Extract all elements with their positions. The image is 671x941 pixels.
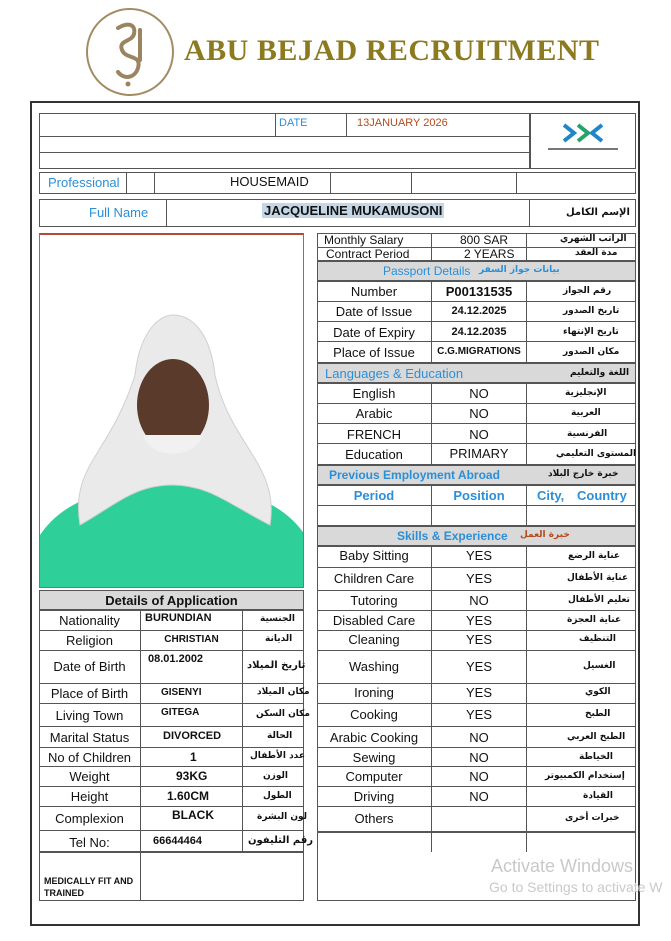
education-label: Education bbox=[345, 447, 403, 462]
medical-status: MEDICALLY FIT AND TRAINED bbox=[44, 876, 134, 898]
application-label: Place of Birth bbox=[50, 686, 129, 701]
employment-col-position: Position bbox=[453, 488, 505, 503]
passport-section-header bbox=[317, 261, 636, 281]
skill-label: Cleaning bbox=[348, 632, 400, 647]
passport-expiry-date: 24.12.2035 bbox=[451, 326, 507, 338]
passport-issue-date: 24.12.2025 bbox=[451, 305, 507, 317]
education-value: PRIMARY bbox=[449, 446, 509, 461]
passport-place: C.G.MIGRATIONS bbox=[437, 346, 521, 357]
company-name: ABU BEJAD RECRUITMENT bbox=[184, 34, 600, 67]
skill-value: NO bbox=[469, 789, 489, 804]
skill-value: NO bbox=[469, 769, 489, 784]
application-value: 93KG bbox=[176, 769, 208, 783]
application-label: Date of Birth bbox=[53, 659, 126, 674]
language-value: NO bbox=[469, 427, 489, 442]
skill-label: Tutoring bbox=[350, 593, 398, 608]
skill-value: YES bbox=[465, 685, 492, 700]
skill-label: Sewing bbox=[352, 750, 396, 765]
skills-title: Skills & Experience bbox=[397, 529, 508, 543]
skill-value: YES bbox=[465, 548, 492, 563]
application-value: GITEGA bbox=[161, 707, 200, 718]
employment-col-city: City, bbox=[537, 488, 565, 503]
period-label: Contract Period bbox=[326, 247, 410, 261]
company-logo bbox=[86, 8, 174, 96]
passport-title: Passport Details bbox=[383, 264, 471, 278]
date-label: DATE bbox=[279, 117, 308, 129]
activate-windows-watermark: Activate Windows bbox=[491, 856, 634, 876]
application-title: Details of Application bbox=[105, 593, 238, 608]
application-value: 1.60CM bbox=[167, 789, 210, 803]
skill-value: YES bbox=[465, 707, 492, 722]
skill-value: YES bbox=[465, 613, 492, 628]
skill-label: Washing bbox=[348, 659, 400, 674]
application-label: Tel No: bbox=[69, 835, 110, 850]
skill-value: YES bbox=[465, 632, 492, 647]
full-name-ar: الإسم الكامل bbox=[566, 207, 630, 218]
salary-value: 800 SAR bbox=[460, 233, 509, 247]
skill-label: Baby Sitting bbox=[339, 548, 409, 563]
skill-label: Disabled Care bbox=[332, 613, 416, 628]
period-ar: مدة العقد bbox=[575, 248, 618, 258]
skill-value: YES bbox=[465, 571, 492, 586]
skill-value: NO bbox=[469, 730, 489, 745]
period-value: 2 YEARS bbox=[464, 247, 515, 261]
salary-ar: الراتب الشهري bbox=[560, 234, 627, 244]
passport-row-label: Place of Issue bbox=[333, 345, 415, 360]
skill-label: Children Care bbox=[333, 571, 415, 586]
application-value: 66644464 bbox=[153, 835, 202, 847]
salary-label: Monthly Salary bbox=[324, 233, 404, 247]
full-name-value: JACQUELINE MUKAMUSONI bbox=[264, 203, 443, 218]
language-label: FRENCH bbox=[346, 427, 402, 442]
application-value: BURUNDIAN bbox=[145, 612, 212, 624]
application-label: No of Children bbox=[47, 750, 132, 765]
passport-row-label: Date of Issue bbox=[335, 304, 413, 319]
agency-logo-icon bbox=[560, 122, 606, 144]
skill-label: Others bbox=[354, 811, 394, 826]
passport-row-label: Date of Expiry bbox=[333, 325, 415, 340]
language-value: NO bbox=[469, 406, 489, 421]
professional-value: HOUSEMAID bbox=[230, 174, 309, 189]
application-label: Religion bbox=[66, 633, 113, 648]
application-value: 1 bbox=[190, 750, 197, 764]
candidate-photo bbox=[39, 233, 304, 588]
professional-label: Professional bbox=[48, 175, 120, 190]
skill-value: NO bbox=[469, 593, 489, 608]
skill-label: Arabic Cooking bbox=[329, 730, 419, 745]
skill-value: NO bbox=[469, 750, 489, 765]
employment-col-period: Period bbox=[353, 488, 395, 503]
application-value: BLACK bbox=[172, 808, 214, 822]
candidate-photo-image bbox=[40, 235, 304, 588]
language-label: Arabic bbox=[355, 406, 393, 421]
employment-title: Previous Employment Abroad bbox=[329, 468, 500, 482]
application-label: Weight bbox=[69, 769, 110, 784]
skill-label: Cooking bbox=[350, 707, 398, 722]
skill-label: Computer bbox=[345, 769, 403, 784]
language-label: English bbox=[352, 386, 396, 401]
application-label: Nationality bbox=[59, 613, 120, 628]
application-value: CHRISTIAN bbox=[164, 634, 219, 645]
languages-title: Languages & Education bbox=[325, 366, 464, 381]
application-value: DIVORCED bbox=[163, 730, 222, 742]
skill-label: Driving bbox=[353, 789, 395, 804]
language-value: NO bbox=[469, 386, 489, 401]
application-value: GISENYI bbox=[161, 687, 202, 698]
application-label: Living Town bbox=[55, 708, 124, 723]
date-value: 13JANUARY 2026 bbox=[357, 117, 448, 129]
passport-row-label: Number bbox=[350, 284, 398, 299]
application-label: Complexion bbox=[55, 811, 124, 826]
employment-col-country: Country bbox=[577, 488, 627, 503]
activate-windows-hint: Go to Settings to activate W bbox=[489, 879, 663, 895]
application-value: 08.01.2002 bbox=[148, 653, 204, 665]
skill-value: YES bbox=[465, 659, 492, 674]
logo-calligraphy-icon bbox=[88, 10, 172, 94]
skill-label: Ironing bbox=[354, 685, 394, 700]
application-label: Height bbox=[70, 789, 109, 804]
full-name-label: Full Name bbox=[89, 205, 149, 220]
passport-number: P00131535 bbox=[445, 284, 513, 299]
application-label: Marital Status bbox=[49, 730, 130, 745]
